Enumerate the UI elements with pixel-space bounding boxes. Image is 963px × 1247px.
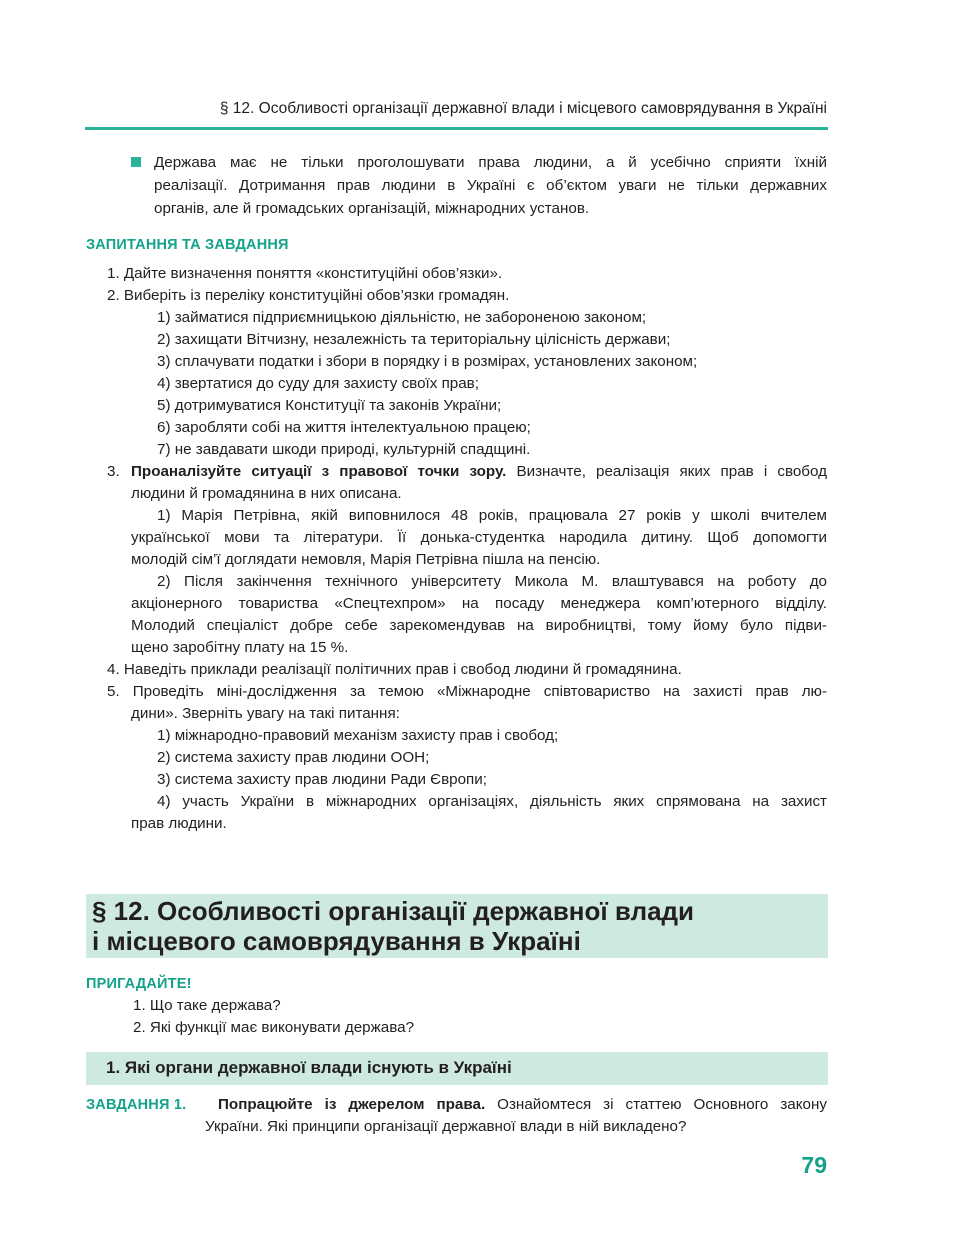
question-item: людини й громадянина в них описана. [131, 485, 402, 502]
section-title-line: і місцевого самоврядування в Україні [92, 926, 581, 956]
option-item: 4) звертатися до суду для захисту своїх прав; [157, 375, 479, 392]
running-header: § 12. Особливості організації державної влади і місцевого самоврядування в Україні [219, 100, 827, 117]
option-item: прав людини. [131, 815, 227, 832]
option-item: 5) дотримуватися Конституції та законів України; [157, 397, 502, 414]
option-item: 6) заробляти собі на життя інтелектуальною працею; [157, 419, 531, 436]
intro-line: Держава має не тільки проголошувати права людини, а й усебічно сприяти їхній [154, 154, 827, 171]
question-number: 3. [107, 463, 120, 480]
section-title-line: § 12. Особливості організації державної влади [92, 896, 695, 926]
recall-item: 1. Що таке держава? [133, 997, 281, 1014]
intro-line: органів, але й громадських організацій, міжнародних установ. [154, 200, 590, 217]
option-item: 3) сплачувати податки і збори в порядку і в розмірах, установлених законом; [157, 353, 698, 370]
option-item: 3) система захисту прав людини Ради Європи; [157, 771, 487, 788]
task-text: України. Які принципи організації державної влади в ній викладено? [205, 1118, 687, 1135]
option-item: 2) система захисту прав людини ООН; [157, 749, 430, 766]
case-text: молодій сім’ї доглядати немовля, Марія Петрівна пішла на пенсію. [131, 551, 601, 568]
case-text: щено заробітну плату на 15 %. [131, 639, 349, 656]
question-item: 2. Виберіть із переліку конституційні обов’язки громадян. [107, 287, 510, 304]
option-item: 4) участь України в міжнародних організаціях, діяльність яких спрямована на захист [157, 793, 827, 810]
task-bold-lead: Попрацюйте із джерелом права. [218, 1096, 486, 1113]
case-text: Молодий спеціаліст добре себе зарекомендував на виробництві, тому йому було підви- [131, 617, 827, 634]
option-item: 7) не завдавати шкоди природі, культурній спадщині. [157, 441, 531, 458]
subsection-title: 1. Які органи державної влади існують в Україні [106, 1058, 512, 1077]
option-item: 2) захищати Вітчизну, незалежність та територіальну цілісність держави; [157, 331, 671, 348]
task-label: ЗАВДАННЯ 1. [86, 1097, 187, 1113]
option-item: 1) міжнародно-правовий механізм захисту прав і свобод; [157, 727, 559, 744]
question-item: 4. Наведіть приклади реалізації політичних прав і свобод людини й громадянина. [107, 661, 682, 678]
questions-heading: ЗАПИТАННЯ ТА ЗАВДАННЯ [86, 237, 289, 253]
question-item: 5. Проведіть міні-дослідження за темою «Міжнародне співтовариство на захисті прав лю- [107, 683, 827, 700]
option-item: 1) займатися підприємницькою діяльністю, не забороненою законом; [157, 309, 647, 326]
case-text: української мови та літератури. Її донька-студентка народила дитину. Щоб допомогти [131, 529, 827, 546]
intro-line: реалізації. Дотримання прав людини в Україні є об’єктом уваги не тільки державних [154, 177, 827, 194]
task-text [218, 1096, 827, 1114]
question-item: дини». Зверніть увагу на такі питання: [131, 705, 400, 722]
question-item [131, 463, 827, 481]
question-bold-lead: Проаналізуйте ситуації з правової точки зору. [131, 463, 507, 480]
recall-item: 2. Які функції має виконувати держава? [133, 1019, 415, 1036]
page-number: 79 [801, 1152, 827, 1178]
square-bullet-icon [131, 157, 141, 167]
case-text: 1) Марія Петрівна, якій виповнилося 48 років, працювала 27 років у школі вчителем [157, 507, 827, 524]
task-text-rest: Ознайомтеся зі статтею Основного закону [497, 1096, 827, 1113]
case-text: акціонерного товариства «Спецтехпром» на посаду менеджера комп’ютерного відділу. [131, 595, 827, 612]
case-text: 2) Після закінчення технічного університету Микола М. влаштувався на роботу до [157, 573, 827, 590]
header-divider [85, 127, 828, 130]
question-item: 1. Дайте визначення поняття «конституційні обов’язки». [107, 265, 503, 282]
recall-heading: ПРИГАДАЙТЕ! [86, 976, 192, 992]
question-text: Визначте, реалізація яких прав і свобод [516, 463, 827, 480]
